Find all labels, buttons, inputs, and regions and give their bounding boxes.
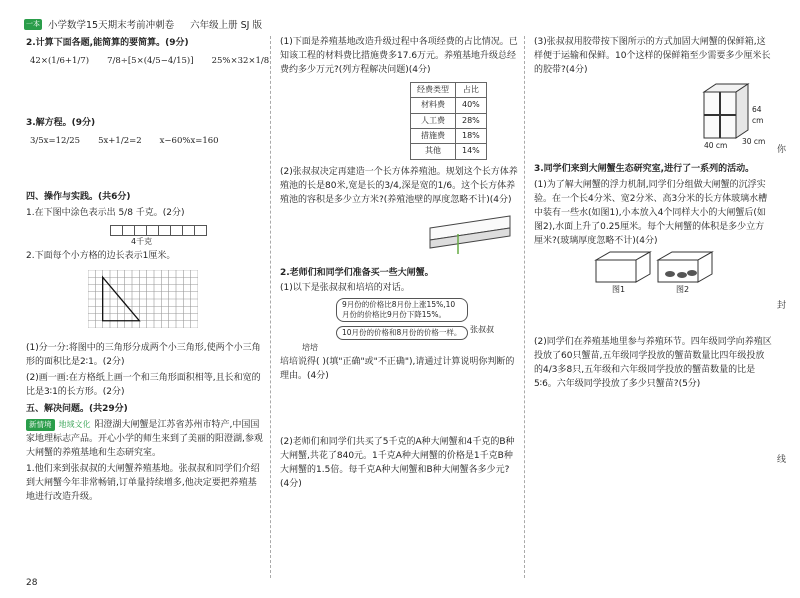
margin-char: 封 [776, 301, 786, 311]
s4-question-1: 1.在下图中涂色表示出 5/8 千克。(2分) [26, 208, 185, 219]
table-row [411, 98, 487, 113]
s5-question-2-2: (2)老师们和同学们共买了5千克的A种大闸蟹和4千克的B种大闸蟹,共花了840元。1千克A种大闸蟹的价格是1千克B种大闸蟹的1.5倍。每千克A种大闸蟹和B种大闸蟹各多少元?(4分) [280, 437, 515, 490]
speech-bubble: 10月份的价格和8月份的价格一样。 [336, 326, 468, 340]
figure-caption: 图1 [612, 285, 626, 295]
table-cell: 40% [456, 98, 487, 113]
s5-question-3-2: (2)同学们在养殖基地里参与养殖环节。四年级同学向养殖区投放了60只蟹苗,五年级同学投放的蟹苗数量比四年级投放的4/3多8只,五年级和六年级同学投放的蟹苗数量的比是5∶6。六年级同学投放了多少只蟹苗?(5分) [534, 337, 772, 390]
box-width-label: 30 cm [742, 136, 766, 146]
margin-char: 线 [776, 455, 786, 465]
strip-label: 4千克 [131, 237, 153, 247]
s4-question-2a: (1)分一分:将图中的三角形分成两个小三角形,使两个小三角形的面积比是2∶1。(2分) [26, 343, 261, 368]
s5-question-3: 3.同学们来到大闸蟹生态研究室,进行了一系列的活动。 [534, 163, 755, 174]
expression: 7/8÷[5×(4/5−4/15)] [107, 55, 194, 66]
table-cell: 28% [456, 113, 487, 128]
person-name: 培培 [302, 343, 318, 353]
column-divider [270, 36, 271, 578]
margin-char: 你 [776, 145, 786, 155]
brand-logo: 一本 [26, 20, 40, 28]
table-cell: 人工费 [411, 113, 456, 128]
intro-text: 阳澄湖大闸蟹是江苏省苏州市特产,中国国家地理标志产品。开心小学的师生来到了美丽的阳澄湖,参观大闸蟹的养殖基地和生态研究室。 [26, 420, 263, 458]
equation: 5x+1/2=2 [98, 136, 142, 147]
coloring-strip[interactable] [110, 225, 264, 236]
box-height-label: 64 cm [752, 104, 764, 126]
new-situation-tag: 新情境 [26, 419, 55, 431]
table-cell: 材料费 [411, 98, 456, 113]
column-right [534, 34, 772, 580]
expression: 42×(1/6+1/7) [30, 55, 90, 66]
question-3: 3.解方程。(9分) [26, 118, 96, 129]
equation: x−60%x=160 [159, 136, 219, 147]
table-row [411, 144, 487, 159]
table-cell: 14% [456, 144, 487, 159]
tank-figure-2 [656, 250, 716, 284]
s5-question-1-2: (2)张叔叔决定再建造一个长方体养殖池。规划这个长方体养殖池的长是80米,宽是长的3/4,深是宽的1/6。这个长方体养殖池的容积是多少立方米?(养殖池壁的厚度忽略不计)(4分) [280, 166, 518, 205]
speech-bubble: 9月份的价格比8月份上涨15%,10月份的价格比9月份下降15%。 [336, 298, 468, 322]
person-name: 张叔叔 [470, 325, 494, 335]
expression: 25%×32×1/8 [211, 55, 270, 66]
section-4-title: 四、操作与实践。(共6分) [26, 192, 131, 203]
s5-question-1-1: (1)下面是养殖基地改造升级过程中各项经费的占比情况。已知该工程的材料费比措施费多17.6万元。养殖基地升级总经费约多少万元?(列方程解决问题)(4分) [280, 37, 518, 75]
column-divider [524, 36, 525, 578]
table-row [411, 128, 487, 143]
s5-question-1-3: (3)张叔叔用胶带按下图所示的方式加固大闸蟹的保鲜箱,这样便于运输和保鲜。10个这样的保鲜箱至少需要多少厘米长的胶带?(4分) [534, 37, 771, 75]
s5-question-3-1: (1)为了解大闸蟹的浮力机制,同学们分组做大闸蟹的沉浮实验。在一个长4分米、宽2分米、高3分米的长方体玻璃水槽中装有一些水(如图1),小本放入4个同样大小的大闸蟹后(如图2),水面上升了0.25厘米。每个大闸蟹的体积是多少立方厘米?(玻璃厚度忽略不计)(4分) [534, 179, 768, 246]
box-illustration [684, 80, 794, 146]
header-grade: 六年级上册 SJ 版 [190, 20, 262, 31]
s5-question-2: 2.老师们和同学们准备买一些大闸蟹。 [280, 267, 434, 278]
question-2: 2.计算下面各题,能简算的要简算。(9分) [26, 38, 189, 48]
section-5-title: 五、解决问题。(共29分) [26, 404, 128, 415]
table-header: 经费类型 [411, 82, 456, 97]
table-cell: 18% [456, 128, 487, 143]
s5-question-1: 1.他们来到张叔叔的大闸蟹养殖基地。张叔叔和同学们介绍到大闸蟹今年非常畅销,订单量持续增多,他决定要把养殖基地进行改造升级。 [26, 463, 260, 502]
tank-figure-1 [594, 250, 654, 284]
q2-expressions [30, 55, 270, 68]
column-left [26, 34, 270, 580]
pool-illustration [280, 210, 518, 258]
dialogue-scene [280, 298, 518, 354]
intro-subtag: 地域文化 [58, 420, 91, 430]
cost-table [410, 82, 487, 160]
header-title: 小学数学15天期末考前冲刺卷 [48, 20, 175, 31]
tank-figures [534, 250, 772, 296]
s4-question-2b: (2)画一画:在方格纸上画一个和三角形面积相等,且长和宽的比是3∶1的长方形。(2分) [26, 373, 261, 398]
column-middle [280, 34, 518, 580]
intro-paragraph [26, 419, 264, 461]
s4-question-2: 2.下面每个小方格的边长表示1厘米。 [26, 251, 176, 262]
grid-paper[interactable] [88, 270, 198, 328]
table-row [411, 113, 487, 128]
equation: 3/5x=12/25 [30, 136, 81, 147]
table-header: 占比 [456, 82, 487, 97]
page-number: 28 [26, 578, 38, 588]
table-cell: 其他 [411, 144, 456, 159]
figure-caption: 图2 [676, 285, 690, 295]
s5-question-2-1-text: 培培说得( )(填"正确"或"不正确"),请通过计算说明你判断的理由。(4分) [280, 357, 515, 382]
q3-equations [30, 135, 264, 148]
table-cell: 措施费 [411, 128, 456, 143]
s5-question-2-1: (1)以下是张叔叔和培培的对话。 [280, 283, 410, 294]
box-length-label: 40 cm [704, 140, 728, 150]
box-figure [534, 80, 772, 150]
page-header [24, 16, 262, 32]
